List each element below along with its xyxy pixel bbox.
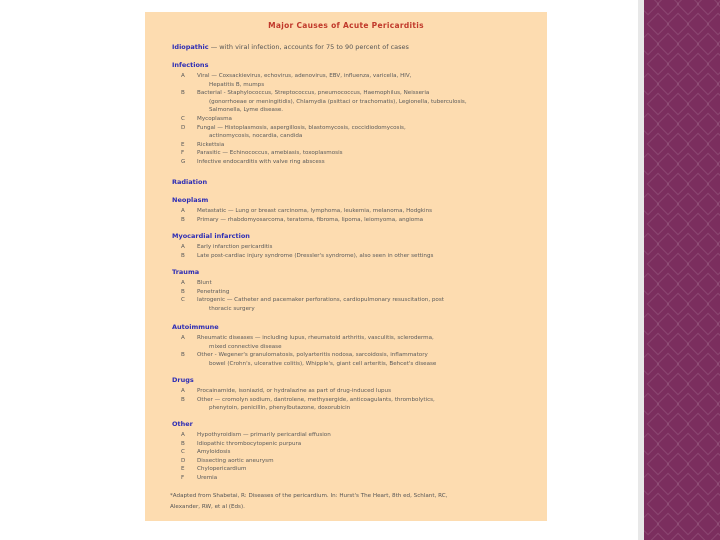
diamond-pattern-tile xyxy=(707,493,720,516)
diamond-pattern-tile xyxy=(707,133,720,156)
section-heading-drugs: Drugs xyxy=(172,376,194,384)
item-text: Parasitic — Echinococcus, amebiasis, toxoplasmosis xyxy=(197,150,343,157)
diamond-pattern-tile xyxy=(707,253,720,276)
item-letter: B xyxy=(181,288,185,295)
item-continuation-text: mixed connective disease xyxy=(209,343,282,350)
diamond-pattern-tile xyxy=(707,453,720,476)
item-letter: A xyxy=(181,280,185,286)
diamond-pattern-tile xyxy=(707,293,720,316)
section-heading-neoplasm: Neoplasm xyxy=(172,196,209,204)
item-letter: A xyxy=(181,208,185,214)
item-letter: C xyxy=(181,116,185,122)
item-continuation-text: (gonorrhoeae or meningitidis), Chlamydia (psittaci or trachomatis), Legionella, tuberculosis, xyxy=(209,98,467,105)
item-letter: B xyxy=(181,440,185,447)
diamond-pattern-tile xyxy=(707,413,720,436)
item-text: Late post-cardiac injury syndrome (Dressler's syndrome), also seen in other settings xyxy=(197,252,434,259)
diamond-pattern-tile xyxy=(707,13,720,36)
item-text: Amyloidosis xyxy=(197,449,231,456)
section-heading-autoimmune: Autoimmune xyxy=(172,323,219,331)
item-text: Idiopathic thrombocytopenic purpura xyxy=(197,440,302,447)
diamond-pattern-tile xyxy=(707,213,720,236)
item-continuation-text: Salmonella, Lyme disease. xyxy=(209,107,284,114)
item-text: Blunt xyxy=(197,280,212,286)
section-text: — with viral infection, accounts for 75 to 90 percent of cases xyxy=(208,43,409,51)
item-letter: C xyxy=(181,449,185,456)
item-text: Chylopericardium xyxy=(197,466,247,473)
item-letter: A xyxy=(181,388,185,394)
item-continuation-text: actinomycosis, nocardia, candida xyxy=(209,133,303,140)
item-letter: B xyxy=(181,90,185,97)
section-heading: Idiopathic xyxy=(172,43,209,51)
section-heading-mi: Myocardial infarction xyxy=(172,232,250,240)
item-text: Hypothyroidism — primarily pericardial effusion xyxy=(197,432,331,438)
item-continuation-text: phenytoin, penicillin, phenylbutazone, doxorubicin xyxy=(209,405,351,412)
item-text: Mycoplasma xyxy=(197,116,232,122)
item-text: Rickettsia xyxy=(197,141,225,148)
section-heading-radiation: Radiation xyxy=(172,178,208,186)
item-letter: D xyxy=(181,457,186,464)
item-text: Dissecting aortic aneurysm xyxy=(197,457,274,464)
item-text: Procainamide, isoniazid, or hydralazine as part of drug-induced lupus xyxy=(197,388,391,394)
document-page xyxy=(145,12,547,521)
item-letter: E xyxy=(181,466,185,473)
item-text: Metastatic — Lung or breast carcinoma, lymphoma, leukemia, melanoma, Hodgkins xyxy=(197,208,433,214)
decorative-side-band xyxy=(644,0,720,540)
section-idiopathic xyxy=(172,43,409,51)
item-continuation-text: Hepatitis B, mumps xyxy=(209,81,265,88)
item-letter: A xyxy=(181,335,185,341)
item-letter: C xyxy=(181,297,185,304)
item-letter: B xyxy=(181,252,185,259)
item-text: Uremia xyxy=(197,475,218,481)
item-letter: B xyxy=(181,216,185,223)
item-text: Viral — Coxsackievirus, echovirus, adenovirus, EBV, influenza, varicella, HIV, xyxy=(197,73,412,79)
item-text: Infective endocarditis with valve ring abscess xyxy=(197,159,325,165)
item-text: Other — cromolyn sodium, dantrolene, methysergide, anticoagulants, thrombolytics, xyxy=(197,396,435,403)
item-text: Rheumatic diseases — including lupus, rheumatoid arthritis, vasculitis, scleroderma, xyxy=(197,335,434,341)
item-continuation-text: thoracic surgery xyxy=(209,305,255,312)
item-continuation-text: bowel (Crohn's, ulcerative colitis), Whipple's, giant cell arteritis, Behcet's disease xyxy=(209,360,437,367)
item-letter: F xyxy=(181,150,185,157)
diamond-pattern-tile xyxy=(707,173,720,196)
item-letter: F xyxy=(181,475,185,481)
diamond-pattern-tile xyxy=(707,333,720,356)
page-title: Major Causes of Acute Pericarditis xyxy=(268,21,424,30)
section-heading-trauma: Trauma xyxy=(172,268,200,276)
section-heading-other: Other xyxy=(172,420,193,428)
footnote-line-1: *Adapted from Shabetai, R: Diseases of the pericardium. In: Hurst's The Heart, 8th ed, Schlant, RC, xyxy=(170,493,448,499)
item-text: Bacterial - Staphylococcus, Streptococcus, pneumococcus, Haemophilus, Neisseria xyxy=(197,90,430,97)
diamond-pattern-tile xyxy=(707,53,720,76)
footnote-line-2: Alexander, RW, et al (Eds). xyxy=(170,504,245,510)
item-letter: B xyxy=(181,396,185,403)
diamond-pattern-tile xyxy=(707,373,720,396)
item-text: Primary — rhabdomyosarcoma, teratoma, fibroma, lipoma, leiomyoma, angioma xyxy=(197,216,424,223)
item-text: Early infarction pericarditis xyxy=(197,244,273,250)
item-letter: E xyxy=(181,141,185,148)
item-text: Iatrogenic — Catheter and pacemaker perforations, cardiopulmonary resuscitation, post xyxy=(197,297,444,304)
section-heading-infections: Infections xyxy=(172,61,209,69)
item-text: Penetrating xyxy=(197,288,230,295)
item-letter: A xyxy=(181,73,185,79)
item-letter: D xyxy=(181,124,186,131)
item-letter: A xyxy=(181,432,185,438)
item-text: Other - Wegener's granulomatosis, polyarteritis nodosa, sarcoidosis, inflammatory xyxy=(197,352,428,359)
item-letter: B xyxy=(181,352,185,359)
item-letter: A xyxy=(181,244,185,250)
item-text: Fungal — Histoplasmosis, aspergillosis, blastomycosis, coccidiodomycosis, xyxy=(197,124,406,131)
diamond-pattern-tile xyxy=(707,93,720,116)
item-letter: G xyxy=(181,159,186,165)
